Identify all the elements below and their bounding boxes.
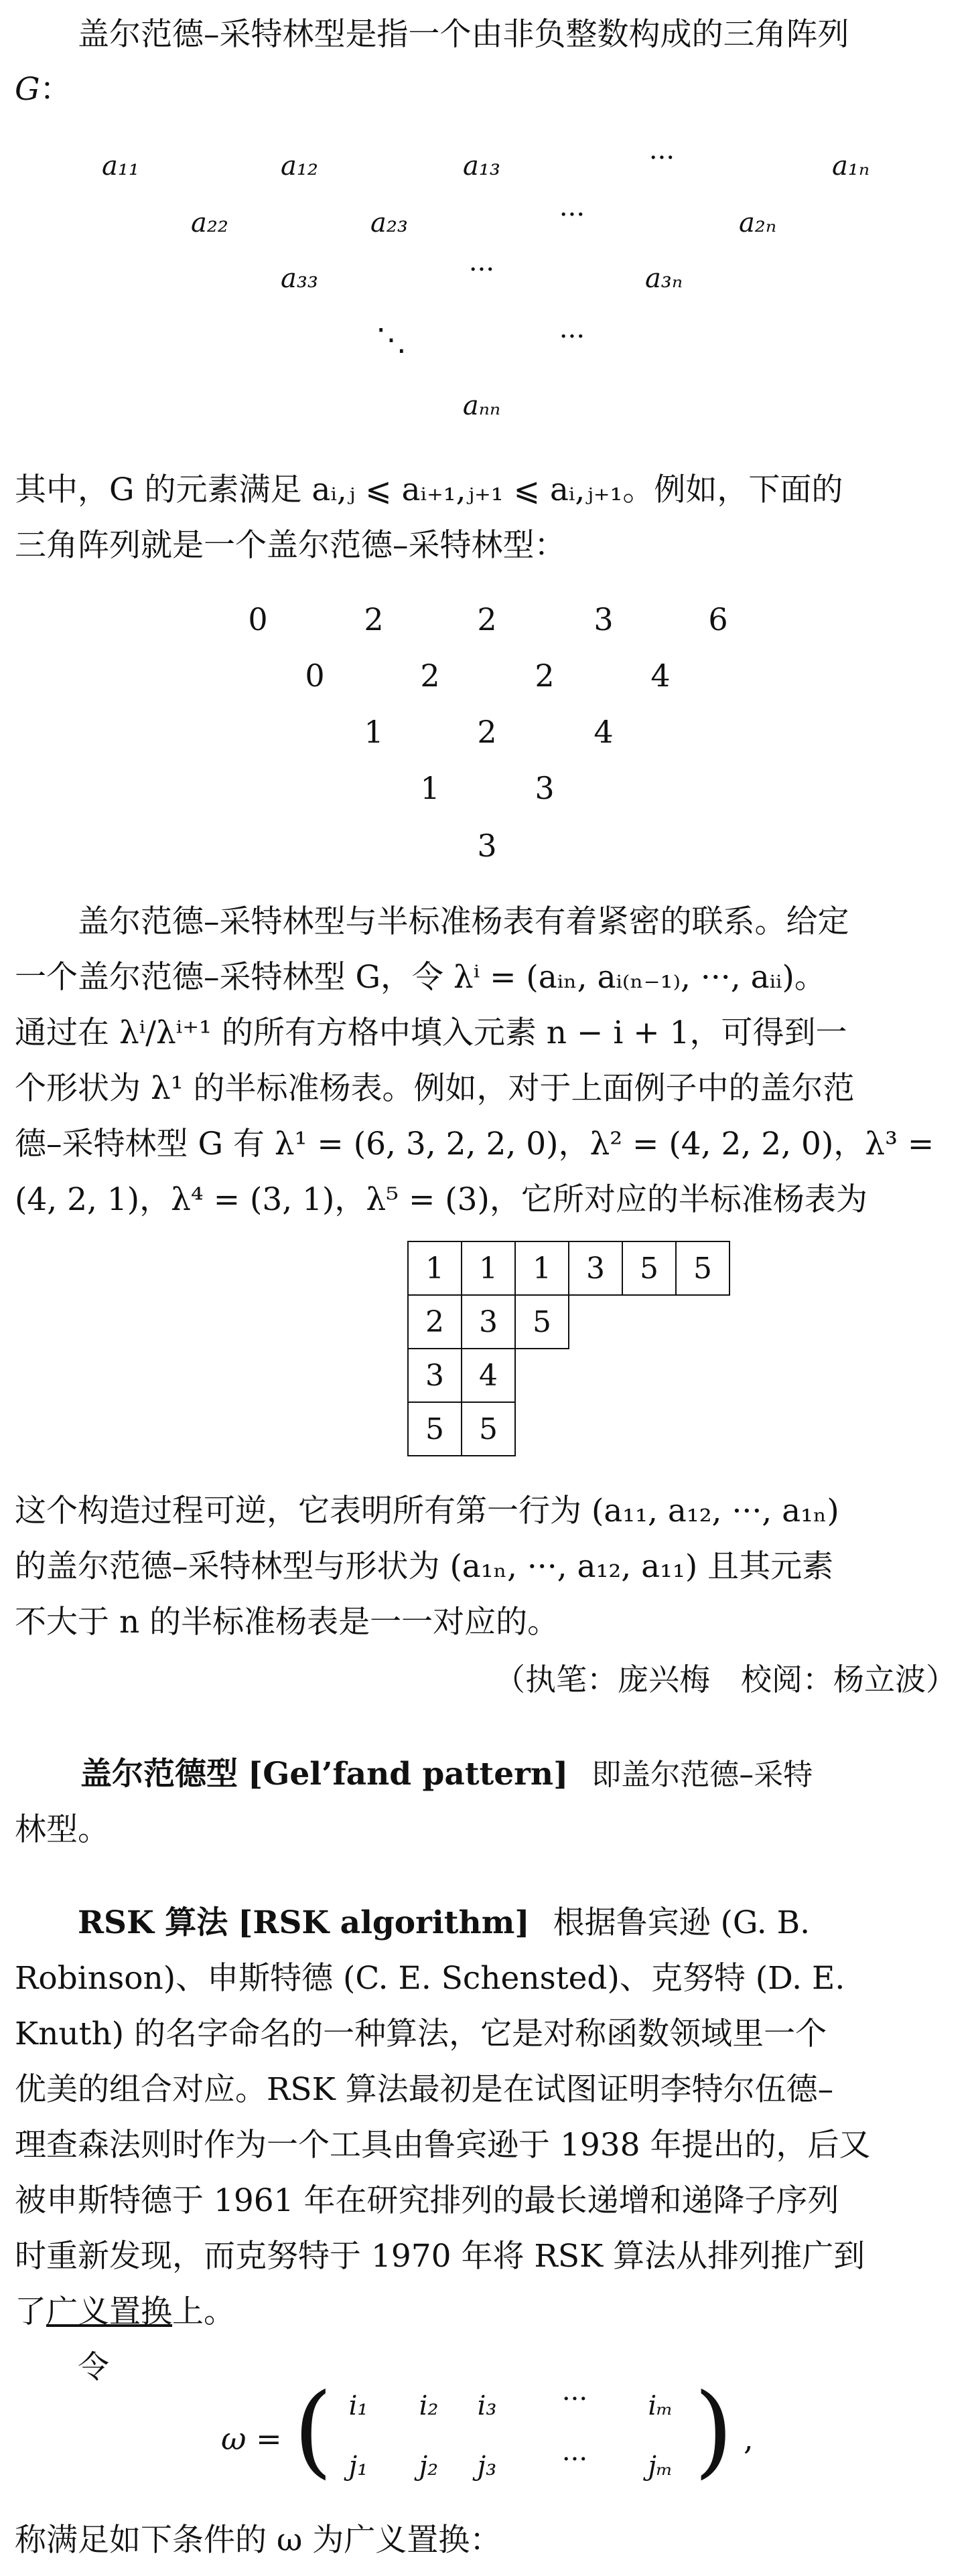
example-cell: 0 [305,658,325,694]
bottom-entry: ··· [561,2444,588,2475]
rsk-line-2: Robinson)、申斯特德 (C. E. Schensted)、克努特 (D. E. [15,1960,845,1997]
array-cell: a₂₃ [370,208,408,238]
array-cell: ⋱ [376,321,407,358]
array-cell: a₃ₙ [644,263,683,294]
condition-line-2: 三角阵列就是一个盖尔范德–采特林型： [15,527,566,564]
array-cell: a₁₁ [102,151,139,181]
tableau-cell: 5 [408,1402,462,1456]
reversible-line-3: 不大于 n 的半标准杨表是一一对应的。 [15,1604,559,1641]
tableau-cell: 5 [462,1402,515,1456]
intro-text: 盖尔范德–采特林型是指一个由非负整数构成的三角阵列 [78,16,849,53]
tableau-cell: 2 [408,1295,462,1349]
array-cell: a₂ₙ [738,208,777,238]
bottom-entry: j₃ [477,2451,497,2482]
tableau-empty [622,1402,676,1456]
array-cell: a₂₂ [191,208,228,238]
example-cell: 2 [477,601,497,637]
tableau-empty [569,1349,622,1402]
rsk-line-8a: 了 [15,2293,46,2330]
entry-see: 即盖尔范德–采特 [592,1758,813,1792]
relation-line-4: 个形状为 λ¹ 的半标准杨表。例如，对于上面例子中的盖尔范 [15,1070,855,1107]
entry-gelfand-line-1 [80,1746,959,1803]
top-entry: i₃ [477,2391,497,2421]
intro-line [15,7,959,62]
rsk-line-3: Knuth) 的名字命名的一种算法，它是对称函数领域里一个 [15,2016,827,2052]
top-entry: i₂ [419,2391,439,2421]
example-cell: 1 [364,714,384,750]
tableau-cell: 4 [462,1349,515,1402]
right-paren: ) [694,2372,734,2489]
tableau-empty [569,1295,622,1349]
rsk-term: RSK 算法 [78,1904,228,1941]
matrix-comma: , [744,2421,754,2457]
tableau-empty [676,1295,729,1349]
example-cell: 1 [420,770,440,806]
array-cell: a₁₃ [463,151,500,181]
tableau-cell: 5 [515,1295,569,1349]
bottom-entry: jₘ [648,2451,673,2482]
example-cell: 2 [420,658,440,694]
relation-line-6: (4, 2, 1)，λ⁴ = (3, 1)，λ⁵ = (3)，它所对应的半标准杨表为 [15,1181,867,1218]
array-cell: a₁ₙ [831,151,870,181]
entry-english: [Gel’fand pattern] [247,1756,569,1793]
relation-line-3: 通过在 λⁱ/λⁱ⁺¹ 的所有方格中填入元素 n − i + 1，可得到一 [15,1014,847,1051]
tableau-cell: 1 [515,1241,569,1295]
rsk-line-5: 理查森法则时作为一个工具由鲁宾逊于 1938 年提出的，后又 [15,2127,871,2164]
intro-line-2 [15,62,959,117]
left-paren: ( [293,2372,333,2489]
signature: （执笔：庞兴梅 校阅：杨立波） [494,1661,957,1697]
example-cell: 3 [594,601,614,637]
tableau-cell: 1 [408,1241,462,1295]
top-entry: iₘ [648,2391,673,2421]
example-cell: 4 [650,658,671,694]
tableau-empty [515,1349,569,1402]
example-cell: 2 [477,714,497,750]
bottom-entry: j₁ [348,2451,368,2482]
tableau-cell: 5 [676,1241,729,1295]
rsk-line-1-rest: 根据鲁宾逊 (G. B. [553,1904,811,1941]
tableau-empty [622,1295,676,1349]
reversible-line-2: 的盖尔范德–采特林型与形状为 (a₁ₙ, ···, a₁₂, a₁₁) 且其元素 [15,1548,834,1585]
example-cell: 4 [594,714,614,750]
example-cell: 0 [248,601,268,637]
tableau-empty [676,1349,729,1402]
rsk-line-8 [15,2284,959,2340]
top-entry: i₁ [348,2391,368,2421]
tableau-cell: 3 [408,1349,462,1402]
rsk-line-7: 时重新发现，而克努特于 1970 年将 RSK 算法从排列推广到 [15,2238,865,2275]
rsk-english: [RSK algorithm] [238,1904,530,1941]
array-cell: ··· [468,254,495,285]
array-cell: a₁₂ [281,151,318,181]
array-cell: ··· [559,200,585,230]
tableau-empty [676,1402,729,1456]
intro-colon: ： [40,71,72,108]
rsk-last-line: 称满足如下条件的 ω 为广义置换： [15,2522,502,2559]
array-cell: aₙₙ [462,390,501,421]
tableau-cell: 1 [462,1241,515,1295]
tableau-cell: 3 [569,1241,622,1295]
generalized-permutation-link[interactable]: 广义置换 [46,2293,172,2330]
tableau-empty [569,1402,622,1456]
entry-gelfand-line-2: 林型。 [15,1811,109,1848]
example-cell: 2 [535,658,555,694]
bottom-entry: j₂ [419,2451,439,2482]
tableau-cell: 3 [462,1295,515,1349]
example-cell: 3 [477,828,497,864]
tableau-empty [515,1402,569,1456]
rsk-line-6: 被申斯特德于 1961 年在研究排列的最长递增和递降子序列 [15,2182,839,2219]
young-tableau [407,1241,730,1456]
array-cell: a₃₃ [281,263,318,294]
rsk-line-4: 优美的组合对应。RSK 算法最初是在试图证明李特尔伍德– [15,2071,834,2108]
rsk-let: 令 [78,2349,109,2386]
rsk-line-8b: 上。 [172,2293,235,2330]
entry-term: 盖尔范德型 [80,1756,238,1793]
array-cell: ··· [648,143,675,173]
omega-label: ω = [221,2421,282,2457]
reversible-line-1: 这个构造过程可逆，它表明所有第一行为 (a₁₁, a₁₂, ···, a₁ₙ) [15,1493,839,1529]
tableau-empty [622,1349,676,1402]
example-cell: 6 [708,601,728,637]
condition-line-1: 其中，G 的元素满足 aᵢ,ⱼ ⩽ aᵢ₊₁,ⱼ₊₁ ⩽ aᵢ,ⱼ₊₁。例如，下面的 [15,471,843,508]
tableau-cell: 5 [622,1241,676,1295]
relation-line-5: 德–采特林型 G 有 λ¹ = (6, 3, 2, 2, 0)，λ² = (4, 2, 2, 0)，λ³ = [15,1126,934,1162]
relation-line-2: 一个盖尔范德–采特林型 G，令 λⁱ = (aᵢₙ, aᵢ₍ₙ₋₁₎, ···, aᵢᵢ)。 [15,959,826,996]
relation-line-1: 盖尔范德–采特林型与半标准杨表有着紧密的联系。给定 [78,903,849,940]
g-symbol: G [15,71,40,108]
array-cell: ··· [559,321,585,352]
example-cell: 2 [364,601,384,637]
example-cell: 3 [535,770,555,806]
rsk-line-1 [15,1895,959,1951]
top-entry: ··· [561,2384,588,2415]
